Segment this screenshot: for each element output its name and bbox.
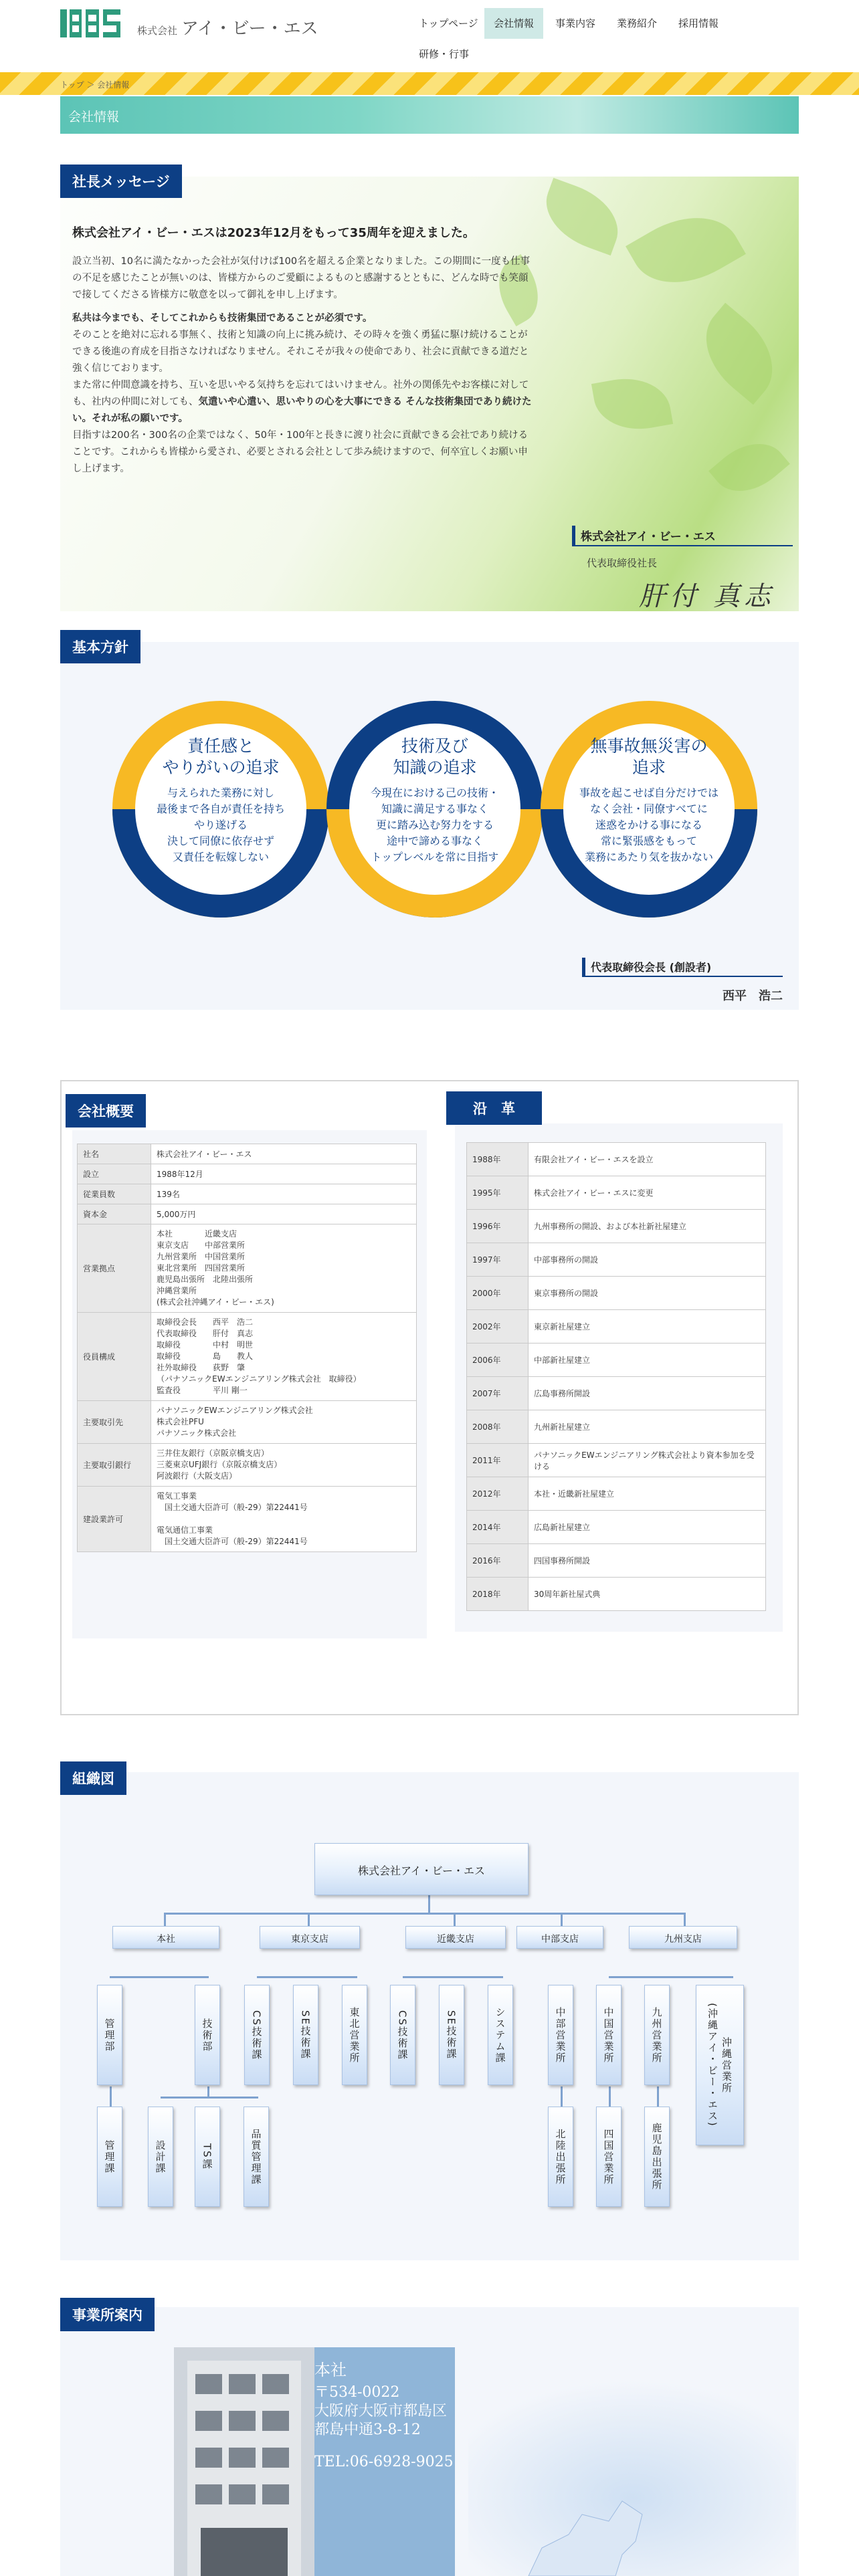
ceo-paragraph-3: 目指すは200名・300名の企業ではなく、50年・100年と長きに渡り社会に貢献できる会社であり続けることです。これからも皆様から愛され、必要とされる会社として歩み続けますので、何卒宜しくお願い申し上げます。 (72, 430, 529, 474)
nav-company[interactable]: 会社情報 (484, 8, 543, 39)
ceo-signature-image: 肝付 真志 (639, 581, 775, 612)
history-year: 1988年 (467, 1143, 529, 1176)
policy-circle-3 (565, 736, 733, 865)
office-address-2: 都島中通3-8-12 (314, 2422, 421, 2438)
table-row (467, 1410, 766, 1444)
office-tel[interactable]: TEL:06-6928-9025 (314, 2454, 454, 2470)
table-row (467, 1377, 766, 1410)
overview-value: 取締役会長 西平 浩二 代表取締役 肝付 真志 取締役 中村 明世 取締役 島 教人 社外取締役 荻野 肇 （パナソニックEWエンジニアリング株式会社 取締役） 監査役 平川 剛一 (151, 1313, 417, 1401)
japan-map-icon (468, 2381, 796, 2576)
overview-key: 役員構成 (78, 1313, 151, 1401)
breadcrumb-top[interactable]: トップ (60, 80, 84, 90)
history-event: 株式会社アイ・ビー・エスに変更 (529, 1176, 766, 1210)
ceo-paragraph-2b: また常に仲間意識を持ち、互いを思いやる気持ちを忘れてはいけません。社外の関係先やお客様に対しても、社内の仲間に対しても、 (72, 380, 529, 407)
history-event: 四国事務所開設 (529, 1544, 766, 1578)
table-row (467, 1143, 766, 1176)
history-event: 東京新社屋建立 (529, 1310, 766, 1344)
table-row (467, 1444, 766, 1477)
ceo-message-text (72, 225, 534, 484)
history-event: 九州事務所の開設、および本社新社屋建立 (529, 1210, 766, 1243)
org-connector (609, 2086, 611, 2107)
org-unit: 設計課 (148, 2107, 173, 2207)
table-row (467, 1578, 766, 1611)
logo-icon[interactable] (60, 9, 120, 37)
ceo-paragraph-1: 設立当初、10名に満たなかった会社が気付けば100名を超える企業となりました。この期間に一度も仕事の不足を感じたことが無いのは、皆様方からのご愛顧によるものと感謝するとともに、どんな時でも笑顔で接してくださる皆様方に敬意を以って御礼を申し上げます。 (72, 256, 531, 300)
table-row (467, 1477, 766, 1511)
table-row (78, 1313, 417, 1401)
org-connector (110, 1976, 209, 1978)
table-row (467, 1344, 766, 1377)
ceo-paragraph-2-bold: 私共は今までも、そしてこれからも技術集団であることが必須です。 (72, 313, 373, 324)
org-branch-chubu: 中部支店 (516, 1926, 603, 1949)
history-year: 2014年 (467, 1511, 529, 1544)
page-title: 会社情報 (68, 110, 120, 124)
nav-business[interactable]: 事業内容 (555, 17, 596, 29)
org-branch-kyushu: 九州支店 (629, 1926, 737, 1949)
ceo-company: 株式会社アイ・ビー・エス (572, 526, 793, 546)
table-row (78, 1444, 417, 1487)
org-unit: 中部営業所 (548, 1985, 573, 2085)
table-row (467, 1544, 766, 1578)
org-unit: 東北営業所 (342, 1985, 367, 2085)
table-row (467, 1511, 766, 1544)
history-event: 広島新社屋建立 (529, 1511, 766, 1544)
org-unit: 四国営業所 (596, 2107, 622, 2207)
logo-name: アイ・ビー・エス (181, 19, 318, 39)
history-year: 1997年 (467, 1243, 529, 1277)
org-unit: 沖縄営業所 (沖縄アイ・ビー・エス) (696, 1985, 744, 2145)
table-row (467, 1243, 766, 1277)
history-year: 2011年 (467, 1444, 529, 1477)
org-connector (207, 2086, 209, 2097)
history-event: 中部事務所の開設 (529, 1243, 766, 1277)
history-event: 本社・近畿新社屋建立 (529, 1477, 766, 1511)
history-table (466, 1142, 766, 1611)
history-event: 中部新社屋建立 (529, 1344, 766, 1377)
overview-key: 資本金 (78, 1204, 151, 1224)
org-connector (609, 1976, 733, 1978)
policy-section-label: 基本方針 (60, 630, 140, 663)
overview-key: 社名 (78, 1144, 151, 1164)
policy-circle-3-body: 事故を起こせば自分だけでは なく会社・同僚すべてに 迷惑をかける事になる 常に緊張感をもって 業務にあたり気を抜かない (579, 786, 719, 863)
policy-circle-3-title: 無事故無災害の 追求 (590, 736, 708, 777)
page-title-bar (60, 96, 799, 134)
org-unit: CS技術課 (390, 1985, 415, 2085)
policy-circle-1-title: 責任感と やりがいの追求 (162, 736, 280, 777)
overview-section-label: 会社概要 (66, 1094, 146, 1128)
org-section-label: 組織図 (60, 1761, 126, 1795)
overview-value: 電気工事業 国土交通大臣許可（般-29）第22441号 電気通信工事業 国土交通大臣許可（般-29）第22441号 (151, 1487, 417, 1552)
org-unit: システム課 (488, 1985, 513, 2085)
overview-key: 設立 (78, 1164, 151, 1184)
org-connector (684, 1913, 686, 1927)
table-row (467, 1310, 766, 1344)
offices-section-label: 事業所案内 (60, 2298, 155, 2331)
policy-name: 西平 浩二 (723, 989, 783, 1003)
ceo-role: 代表取締役社長 (587, 557, 658, 569)
history-year: 2012年 (467, 1477, 529, 1511)
table-row (78, 1487, 417, 1552)
history-year: 2008年 (467, 1410, 529, 1444)
leaf-image (591, 371, 673, 437)
history-year: 2002年 (467, 1310, 529, 1344)
overview-value: 三井住友銀行（京阪京橋支店） 三菱東京UFJ銀行（京阪京橋支店） 阿波銀行（大阪支店） (151, 1444, 417, 1487)
org-dept-gijutsu: 技術部 (195, 1985, 220, 2085)
history-event: 30周年新社屋式典 (529, 1578, 766, 1611)
org-connector (164, 1913, 166, 1927)
office-zip: 〒534-0022 (314, 2384, 400, 2401)
org-connector (308, 1913, 310, 1927)
table-row (78, 1224, 417, 1313)
nav-training[interactable]: 研修・行事 (419, 48, 470, 60)
policy-circle-2 (351, 736, 518, 865)
history-event: パナソニックEWエンジニアリング株式会社より資本参加を受ける (529, 1444, 766, 1477)
ceo-paragraph-2a: そのことを絶対に忘れる事無く、技術と知識の向上に挑み続け、その時々を強く勇猛に駆け続けることができる後進の育成を目指さなければなりません。それこそが我々の使命であり、社会に貢献できる道だと強く信じております。 (72, 330, 529, 374)
table-row (78, 1144, 417, 1164)
logo-small: 株式会社 (137, 25, 178, 37)
table-row (78, 1164, 417, 1184)
history-year: 2018年 (467, 1578, 529, 1611)
org-connector (257, 1976, 357, 1978)
history-year: 2007年 (467, 1377, 529, 1410)
history-event: 有限会社アイ・ビー・エスを設立 (529, 1143, 766, 1176)
org-connector (561, 2086, 563, 2107)
leaf-image (535, 178, 629, 255)
policy-circle-1-body: 与えられた業務に対し 最後まで各自が責任を持ち やり遂げる 決して同僚に依存せず 又責任を転嫁しない (156, 786, 285, 863)
org-connector (164, 1913, 686, 1915)
leaf-image (626, 196, 746, 304)
org-branch-kinki: 近畿支店 (405, 1926, 506, 1949)
overview-value: 5,000万円 (151, 1204, 417, 1224)
org-connector (454, 1913, 456, 1927)
history-event: 東京事務所の開設 (529, 1277, 766, 1310)
overview-key: 主要取引銀行 (78, 1444, 151, 1487)
org-unit: 中国営業所 (596, 1985, 622, 2085)
org-unit: CS技術課 (244, 1985, 270, 2085)
org-connector (657, 2086, 659, 2107)
org-unit: TS課 (195, 2107, 220, 2207)
policy-circle-2-body: 今現在における己の技術・ 知識に満足する事なく 更に踏み込む努力をする 途中で諦める事なく トップレベルを常に目指す (370, 786, 499, 863)
org-dept-kanri: 管理部 (97, 1985, 122, 2085)
breadcrumb: トップ ＞ 会社情報 (60, 80, 130, 90)
org-unit: 九州営業所 (644, 1985, 670, 2085)
org-top-company: 株式会社アイ・ビー・エス (314, 1843, 529, 1895)
policy-signature-block (582, 958, 783, 1004)
office-address-1: 大阪府大阪市都島区 (314, 2403, 448, 2420)
nav-services[interactable]: 業務紹介 (617, 17, 658, 29)
history-section-label: 沿 革 (446, 1091, 542, 1125)
org-unit: 鹿児島出張所 (644, 2107, 670, 2207)
org-connector (110, 2086, 112, 2107)
history-year: 2000年 (467, 1277, 529, 1310)
history-year: 1995年 (467, 1176, 529, 1210)
org-connector (161, 2097, 258, 2099)
ceo-headline: 株式会社アイ・ビー・エスは2023年12月をもって35周年を迎えました。 (72, 226, 475, 240)
policy-circle-2-title: 技術及び 知識の追求 (393, 736, 477, 777)
org-branch-honsha: 本社 (112, 1926, 219, 1949)
overview-key: 従業員数 (78, 1184, 151, 1204)
org-unit: SE技術課 (439, 1985, 464, 2085)
org-unit: SE技術課 (293, 1985, 318, 2085)
policy-role: 代表取締役会長 (創設者) (582, 958, 783, 977)
policy-circle-1 (137, 736, 304, 865)
overview-value: 139名 (151, 1184, 417, 1204)
breadcrumb-current: 会社情報 (97, 80, 130, 90)
table-row (467, 1210, 766, 1243)
overview-value: 本社 近畿支店 東京支店 中部営業所 九州営業所 中国営業所 東北営業所 四国営業所 鹿児島出張所 北陸出張所 沖縄営業所 (株式会社沖縄アイ・ビー・エス) (151, 1224, 417, 1313)
history-event: 九州新社屋建立 (529, 1410, 766, 1444)
ceo-paragraph-2b-bold: 気遣いや心遣い、思いやりの心を大事にできる そんな技術集団であり続けたい。それが私の願いです。 (72, 397, 532, 424)
office-info (314, 2361, 454, 2472)
history-year: 1996年 (467, 1210, 529, 1243)
overview-table (77, 1144, 417, 1552)
org-branch-tokyo: 東京支店 (260, 1926, 360, 1949)
history-year: 2006年 (467, 1344, 529, 1377)
org-unit: 品質管理課 (244, 2107, 269, 2207)
org-connector (428, 1895, 430, 1914)
org-connector (403, 1976, 503, 1978)
logo-text[interactable] (137, 15, 318, 39)
ceo-signature-block (572, 526, 793, 613)
leaf-image (708, 428, 790, 507)
overview-value: 1988年12月 (151, 1164, 417, 1184)
nav-top[interactable]: トップページ (419, 17, 478, 29)
overview-key: 主要取引先 (78, 1401, 151, 1444)
org-connector (561, 1913, 563, 1927)
table-row (78, 1401, 417, 1444)
table-row (78, 1204, 417, 1224)
table-row (78, 1184, 417, 1204)
nav-recruit[interactable]: 採用情報 (678, 17, 719, 29)
overview-key: 営業拠点 (78, 1224, 151, 1313)
office-name: 本社 (314, 2361, 347, 2379)
history-year: 2016年 (467, 1544, 529, 1578)
table-row (467, 1176, 766, 1210)
org-unit: 北陸出張所 (548, 2107, 573, 2207)
org-unit: 管理課 (97, 2107, 122, 2207)
overview-key: 建設業許可 (78, 1487, 151, 1552)
table-row (467, 1277, 766, 1310)
overview-value: パナソニックEWエンジニアリング株式会社 株式会社PFU パナソニック株式会社 (151, 1401, 417, 1444)
leaf-image (686, 303, 791, 405)
ceo-section-label: 社長メッセージ (60, 165, 182, 198)
overview-value: 株式会社アイ・ビー・エス (151, 1144, 417, 1164)
history-event: 広島事務所開設 (529, 1377, 766, 1410)
